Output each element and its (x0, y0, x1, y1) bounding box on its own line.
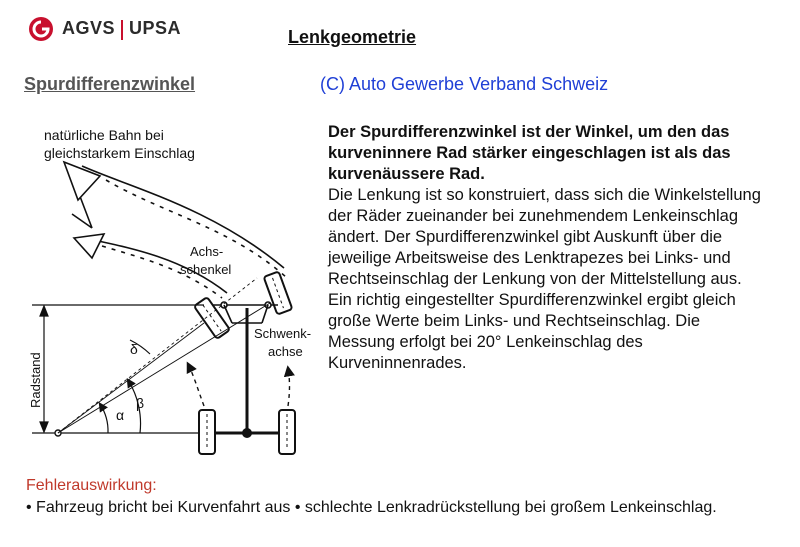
logo-divider (121, 20, 123, 40)
path-label-line2: gleichstarkem Einschlag (44, 145, 195, 161)
alpha-label: α (116, 407, 125, 423)
description-bold: Der Spurdifferenzwinkel ist der Winkel, um den das kurveninnere Rad stärker eingeschlagen ist als das kurvenäussere Rad. (328, 123, 731, 183)
copyright-notice: (C) Auto Gewerbe Verband Schweiz (320, 74, 609, 94)
steering-geometry-diagram (22, 118, 334, 460)
small-path-arrowhead (74, 234, 104, 258)
section-title: Spurdifferenzwinkel (24, 74, 196, 94)
achsschenkel-label-line2: schenkel (180, 262, 232, 277)
angle-lines (58, 278, 270, 433)
description-text: Die Lenkung ist so konstruiert, dass sich die Winkelstellung der Räder zueinander bei zunehmendem Lenkeinschlag ändert. Der Spurdifferenzwinkel gibt Auskunft über die jeweilige Arbeitsweise des Lenktrapezes bei Links- und Rechtseinschlag der Lenkung von der Mittelstellung aus. Ein richtig eingestellter Spurdifferenzwinkel ergibt gleich große Werte beim Links- und Rechtseinschlag. Die Messung erfolgt bei 20° Lenkeinschlag des Kurveninnenrades. (328, 186, 761, 372)
rear-left-wheel (199, 410, 215, 454)
description (328, 122, 768, 374)
delta-label: δ (130, 341, 138, 357)
agvs-logo (28, 16, 181, 42)
logo-text-left: AGVS (62, 18, 116, 39)
beta-label: β (136, 395, 145, 411)
logo-text (62, 18, 181, 39)
rear-differential (242, 428, 252, 438)
rear-direction-arrows (188, 364, 290, 406)
schwenkachse-label-line1: Schwenk- (254, 326, 312, 341)
angle-arcs (100, 340, 150, 433)
achsschenkel-label-line1: Achs- (190, 244, 224, 259)
page-title: Lenkgeometrie (288, 27, 417, 47)
schwenkachse-label-line2: achse (268, 344, 303, 359)
fehler-title: Fehlerauswirkung: (26, 477, 157, 494)
agvs-logo-icon (28, 16, 54, 42)
path-label-line1: natürliche Bahn bei (44, 127, 164, 143)
fehler-text: • Fahrzeug bricht bei Kurvenfahrt aus • schlechte Lenkradrückstellung bei großem Lenkeinschlag. (26, 499, 717, 516)
rear-right-wheel (279, 410, 295, 454)
big-path-arrowhead (64, 162, 100, 200)
radstand-label: Radstand (28, 352, 43, 408)
natural-path-arrows (70, 166, 287, 298)
logo-text-right: UPSA (129, 18, 182, 39)
